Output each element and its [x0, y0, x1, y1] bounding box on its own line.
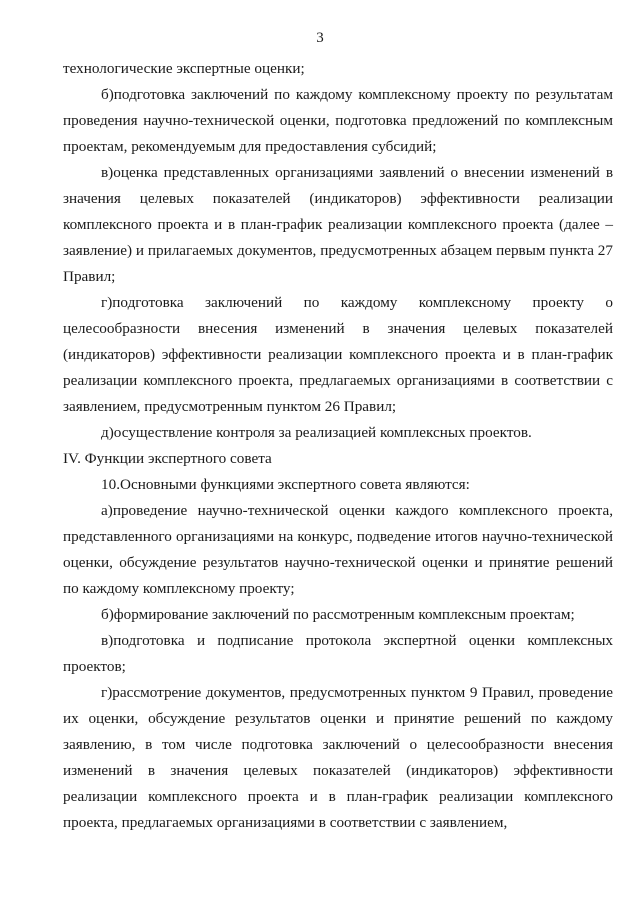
list-item-d: д)осуществление контроля за реализацией комплексных проектов. [101, 424, 532, 441]
document-body [63, 56, 613, 836]
clause-10-item-g: г)рассмотрение документов, предусмотренных пунктом 9 Правил, проведение их оценки, обсуждение результатов оценки и принятие решений по каждому заявлению, в том числе подготовка заключений о целесообразности внесения изменений в значения целевых показателей (индикаторов) эффективности реализации комплексного проекта и в план-график реализации комплексного проекта, предлагаемых организациями в соответствии с заявлением, [63, 684, 613, 831]
list-item-g: г)подготовка заключений по каждому комплексному проекту о целесообразности внесения изменений в значения целевых показателей (индикаторов) эффективности реализации комплексного проекта и в план-график реализации комплексного проекта, предлагаемых организациями в соответствии с заявлением, предусмотренным пунктом 26 Правил; [63, 294, 613, 415]
list-item-b: б)подготовка заключений по каждому комплексному проекту по результатам проведения научно-технической оценки, подготовка предложений по комплексным проектам, рекомендуемым для предоставления субсидий; [63, 86, 613, 155]
clause-10-item-b: б)формирование заключений по рассмотренным комплексным проектам; [101, 606, 575, 623]
clause-10-item-a: а)проведение научно-технической оценки каждого комплексного проекта, представленного организациями на конкурс, подведение итогов научно-технической оценки, обсуждение результатов научно-технической оценки и принятие решений по каждому комплексному проекту; [63, 502, 613, 597]
list-item-v: в)оценка представленных организациями заявлений о внесении изменений в значения целевых показателей (индикаторов) эффективности реализации комплексного проекта и в план-график реализации комплексного проекта (далее – заявление) и прилагаемых документов, предусмотренных абзацем первым пункта 27 Правил; [63, 164, 613, 285]
clause-10: 10.Основными функциями экспертного совета являются: [101, 476, 470, 493]
page-number: 3 [316, 30, 324, 46]
paragraph-continuation: технологические экспертные оценки; [63, 60, 305, 77]
section-heading: IV. Функции экспертного совета [63, 450, 272, 467]
clause-10-item-v: в)подготовка и подписание протокола экспертной оценки комплексных проектов; [63, 632, 613, 675]
